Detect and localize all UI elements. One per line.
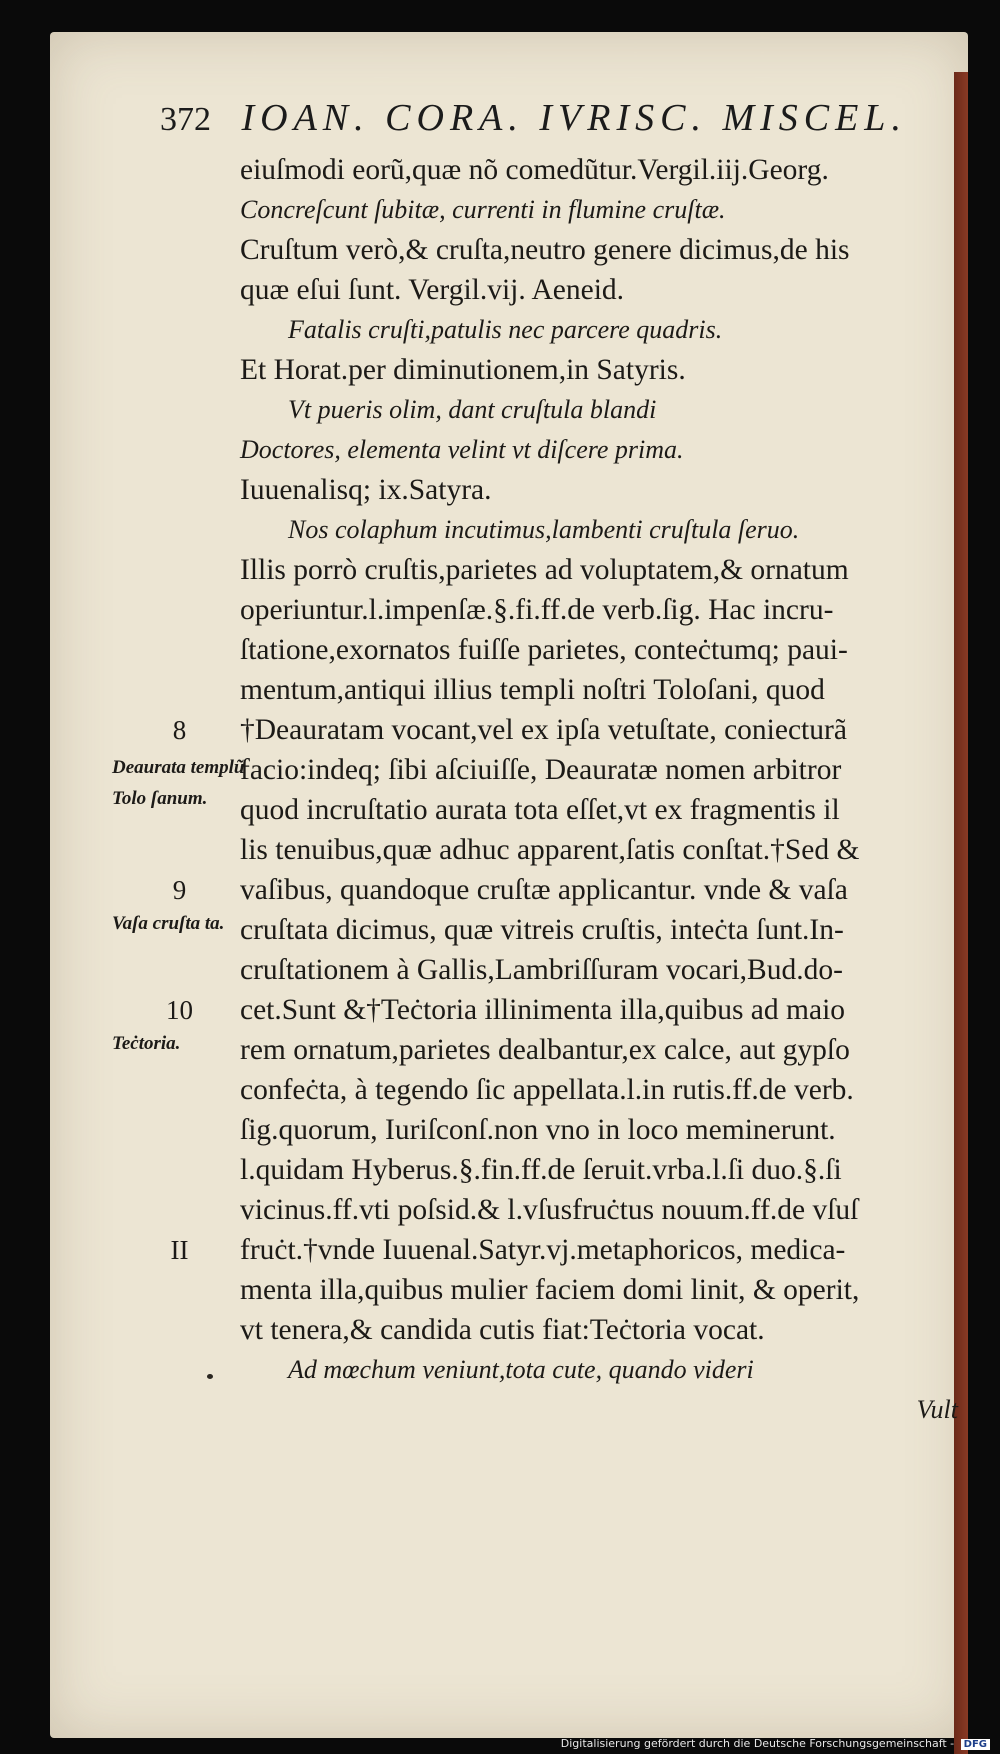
text-line: Ad mœchum veniunt,tota cute, quando videri: [288, 1355, 754, 1384]
margin-note-text: Vaſa cruſta ta.: [112, 913, 225, 934]
margin-note-number: II: [170, 1235, 189, 1265]
margin-note-text: Teċtoria.: [112, 1033, 181, 1054]
page-number: 372: [160, 101, 211, 138]
text-line: fruċt.†vnde Iuuenal.Satyr.vj.metaphoricos, medica-: [240, 1234, 846, 1266]
ink-speck: [207, 1374, 213, 1379]
text-line: mentum,antiqui illius templi noſtri Toloſani, quod: [240, 674, 825, 706]
margin-note: [112, 992, 247, 1059]
margin-note-number: 10: [166, 995, 193, 1025]
margin-note: [112, 752, 247, 814]
text-line: Fatalis cruſti,patulis nec parcere quadris.: [288, 315, 723, 344]
text-line: Vult: [916, 1395, 958, 1424]
footer-credit-text: Digitalisierung gefördert durch die Deutsche Forschungsgemeinschaft -: [560, 1737, 955, 1750]
footer-credit: [561, 1737, 990, 1750]
text-line: quod incruſtatio aurata tota eſſet,vt ex fragmentis il: [240, 794, 840, 826]
dfg-logo: DFG: [961, 1739, 990, 1750]
text-line: lis tenuibus,quæ adhuc apparent,ſatis conſtat.†Sed &: [240, 834, 860, 866]
text-line: quæ eſui ſunt. Vergil.vij. Aeneid.: [240, 274, 625, 306]
text-line: Concreſcunt ſubitæ, currenti in flumine cruſtæ.: [240, 195, 726, 224]
text-line: cruſtationem à Gallis,Lambriſſuram vocari,Bud.do-: [240, 954, 843, 986]
text-line: vaſibus, quandoque cruſtæ applicantur. vnde & vaſa: [240, 874, 848, 906]
text-line: rem ornatum,parietes dealbantur,ex calce, aut gypſo: [240, 1034, 850, 1066]
margin-note-number: 8: [172, 715, 187, 745]
text-line: cruſtata dicimus, quæ vitreis cruſtis, inteċta ſunt.In-: [240, 914, 844, 946]
text-line: confeċta, à tegendo ſic appellata.l.in rutis.ff.de verb.: [240, 1074, 854, 1106]
margin-note-number: 9: [172, 875, 187, 905]
text-line: Illis porrò cruſtis,parietes ad voluptatem,& ornatum: [240, 554, 849, 586]
text-line: Vt pueris olim, dant cruſtula blandi: [288, 395, 657, 424]
text-line: †Deauratam vocant,vel ex ipſa vetuſtate, coniecturã: [240, 714, 847, 746]
text-line: operiuntur.l.impenſæ.§.fi.ff.de verb.ſig. Hac incru-: [240, 594, 834, 626]
body-text: [240, 150, 970, 1430]
text-line: cet.Sunt &†Teċtoria illinimenta illa,quibus ad maio: [240, 994, 846, 1026]
text-line: l.quidam Hyberus.§.fin.ff.de ſeruit.vrba.l.ſi duo.§.ſi: [240, 1154, 842, 1186]
text-line: ſig.quorum, Iuriſconſ.non vno in loco meminerunt.: [240, 1114, 836, 1146]
running-title: IOAN. CORA. IVRISC. MISCEL.: [241, 97, 907, 139]
margin-note-text: Deaurata templũ Tolo ſanum.: [112, 757, 245, 809]
margin-note: [112, 712, 247, 748]
text-line: facio:indeq; ſibi aſciuiſſe, Deauratæ nomen arbitror: [240, 754, 842, 786]
text-line: eiuſmodi eorũ,quæ nõ comedũtur.Vergil.iij.Georg.: [240, 154, 829, 186]
text-line: menta illa,quibus mulier faciem domi linit, & operit,: [240, 1274, 860, 1306]
text-line: ſtatione,exornatos fuiſſe parietes, conteċtumq; paui-: [240, 634, 848, 666]
text-line: vicinus.ff.vti poſsid.& l.vſusfruċtus nouum.ff.de vſuſ: [240, 1194, 859, 1226]
margin-note: [112, 1232, 247, 1268]
text-line: vt tenera,& candida cutis fiat:Teċtoria vocat.: [240, 1314, 765, 1346]
text-line: Doctores, elementa velint vt diſcere prima.: [240, 435, 684, 464]
margin-note: [112, 872, 247, 939]
page-header: [160, 96, 920, 146]
text-line: Nos colaphum incutimus,lambenti cruſtula ſeruo.: [288, 515, 800, 544]
text-line: Iuuenalisq; ix.Satyra.: [240, 474, 492, 506]
text-line: Et Horat.per diminutionem,in Satyris.: [240, 354, 686, 386]
text-line: Cruſtum verò,& cruſta,neutro genere dicimus,de his: [240, 234, 850, 266]
